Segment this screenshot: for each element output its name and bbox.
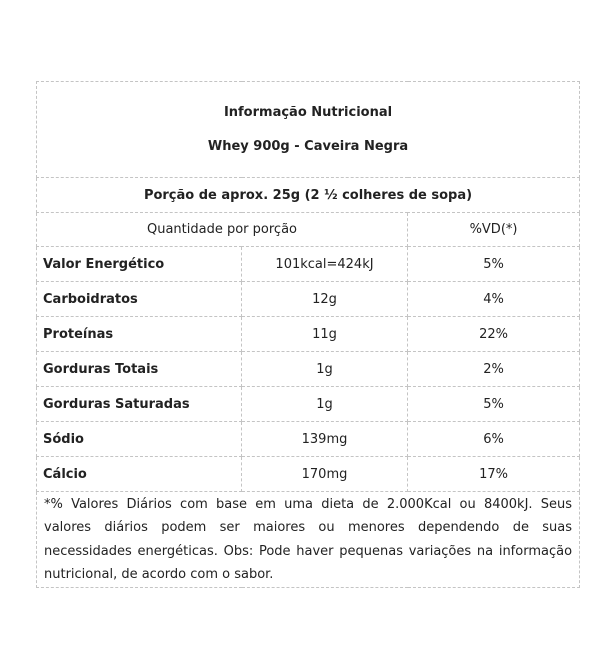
table-row bbox=[37, 282, 580, 317]
nutrient-dv: 5% bbox=[408, 247, 580, 282]
portion-row bbox=[37, 178, 580, 213]
table-row bbox=[37, 422, 580, 457]
nutrition-facts-table bbox=[36, 81, 580, 588]
product-name: Whey 900g - Caveira Negra bbox=[207, 138, 409, 154]
nutrient-dv: 5% bbox=[408, 387, 580, 422]
nutrient-amount: 12g bbox=[242, 282, 408, 317]
table-title: Informação Nutricional bbox=[223, 104, 393, 120]
table-row bbox=[37, 317, 580, 352]
nutrient-name: Cálcio bbox=[37, 457, 242, 492]
nutrient-dv: 17% bbox=[408, 457, 580, 492]
column-header-row bbox=[37, 213, 580, 247]
nutrient-amount: 170mg bbox=[242, 457, 408, 492]
footnote: *% Valores Diários com base em uma dieta de 2.000Kcal ou 8400kJ. Seus valores diários podem ser maiores ou menores dependendo de suas necessidades energéticas. Obs: Pode haver pequenas variações na informação nutricional, de acordo com o sabor. bbox=[37, 492, 580, 588]
table-row bbox=[37, 352, 580, 387]
quantity-column-header: Quantidade por porção bbox=[37, 213, 408, 247]
nutrient-name: Gorduras Totais bbox=[37, 352, 242, 387]
nutrient-dv: 22% bbox=[408, 317, 580, 352]
nutrient-name: Proteínas bbox=[37, 317, 242, 352]
dv-column-header: %VD(*) bbox=[408, 213, 580, 247]
nutrient-dv: 6% bbox=[408, 422, 580, 457]
nutrient-dv: 2% bbox=[408, 352, 580, 387]
nutrient-amount: 139mg bbox=[242, 422, 408, 457]
nutrient-name: Sódio bbox=[37, 422, 242, 457]
table-row bbox=[37, 247, 580, 282]
nutrient-name: Gorduras Saturadas bbox=[37, 387, 242, 422]
nutrient-dv: 4% bbox=[408, 282, 580, 317]
nutrient-name: Valor Energético bbox=[37, 247, 242, 282]
title-cell bbox=[37, 82, 580, 178]
nutrient-amount: 1g bbox=[242, 352, 408, 387]
nutrient-amount: 101kcal=424kJ bbox=[242, 247, 408, 282]
nutrient-amount: 1g bbox=[242, 387, 408, 422]
table-row bbox=[37, 387, 580, 422]
nutrient-amount: 11g bbox=[242, 317, 408, 352]
title-row bbox=[37, 82, 580, 178]
table-row bbox=[37, 457, 580, 492]
footnote-row bbox=[37, 492, 580, 588]
portion-size: Porção de aprox. 25g (2 ½ colheres de sopa) bbox=[37, 178, 580, 213]
nutrient-name: Carboidratos bbox=[37, 282, 242, 317]
